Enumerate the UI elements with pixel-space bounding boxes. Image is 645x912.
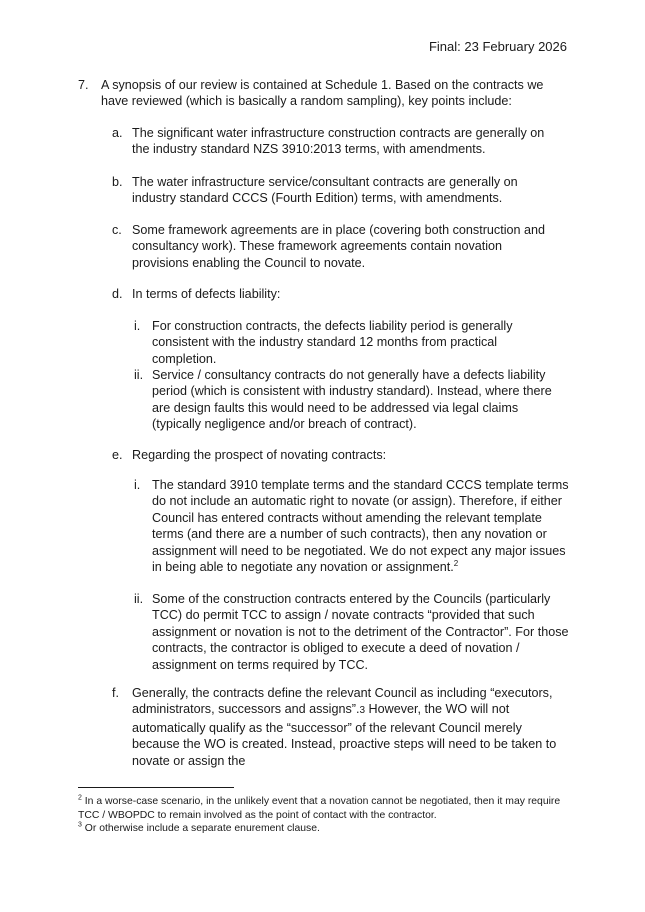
item-label: i. [134, 319, 141, 333]
footnote-ref-3: 3 [359, 705, 366, 717]
item-text: For construction contracts, the defects liability period is generally consistent with the industry standard 12 months from practical completion. [152, 319, 513, 366]
item-label: e. [112, 448, 123, 462]
paragraph-text: A synopsis of our review is contained at Schedule 1. Based on the contracts we have reviewed (which is basically a random sampling), key points include: [101, 78, 544, 109]
footnote-text: In a worse-case scenario, in the unlikely event that a novation cannot be negotiated, then it may require TCC / WBOPDC to remain involved as the point of contact with the contractor. [78, 796, 561, 821]
footnote-2 [78, 795, 578, 823]
item-label: ii. [134, 592, 144, 606]
item-text: The significant water infrastructure construction contracts are generally on the industry standard NZS 3910:2013 terms, with amendments. [132, 126, 545, 157]
footnote-text: Or otherwise include a separate enurement clause. [81, 823, 320, 834]
item-text: Regarding the prospect of novating contracts: [132, 448, 387, 462]
item-text: The water infrastructure service/consultant contracts are generally on industry standard CCCS (Fourth Edition) terms, with amendments. [132, 175, 518, 206]
item-label: ii. [134, 368, 144, 382]
item-label: i. [134, 478, 141, 492]
footnote-3 [78, 822, 578, 836]
header-final-date: Final: 23 February 2026 [428, 39, 567, 54]
item-text: Service / consultancy contracts do not generally have a defects liability period (which is consistent with industry standard). Instead, where there are design faults this would need to be addressed via legal claims (typically negligence and/or breach of contract). [152, 368, 552, 432]
item-label: c. [112, 223, 122, 237]
item-text [132, 685, 572, 769]
item-text [152, 477, 572, 575]
footnote-number: 3 [78, 821, 82, 829]
item-text: In terms of defects liability: [132, 287, 281, 301]
item-text-after: However, the WO will not automatically qualify as the “successor” of the relevant Council merely because the WO is created. Instead, proactive steps will need to be taken to novate or assign the [132, 702, 557, 768]
item-text-before: Generally, the contracts define the relevant Council as including “executors, administrators, successors and assigns”. [132, 686, 553, 717]
item-label: b. [112, 175, 123, 189]
item-label: a. [112, 126, 123, 140]
item-text: Some framework agreements are in place (covering both construction and consultancy work). These framework agreements contain novation provisions enabling the Council to novate. [132, 223, 546, 270]
item-text: Some of the construction contracts entered by the Councils (particularly TCC) do permit TCC to assign / novate contracts “provided that such assignment or novation is not to the detriment of the Contractor”. For those contracts, the contractor is obliged to execute a deed of novation / assignment on terms required by TCC. [152, 592, 569, 672]
footnote-divider [78, 787, 234, 788]
item-label: d. [112, 287, 123, 301]
footnote-number: 2 [78, 794, 82, 802]
item-text-body: The standard 3910 template terms and the standard CCCS template terms do not include an automatic right to novate (or assign). Therefore, if either Council has entered contracts without amending the relevant template terms (and there are a number of such contracts), then any novation or assignment will need to be negotiated. We do not expect any major issues in being able to negotiate any novation or assignment. [152, 478, 569, 575]
paragraph-number: 7. [78, 78, 89, 92]
item-label: f. [112, 686, 119, 700]
footnote-ref-2: 2 [453, 558, 459, 568]
